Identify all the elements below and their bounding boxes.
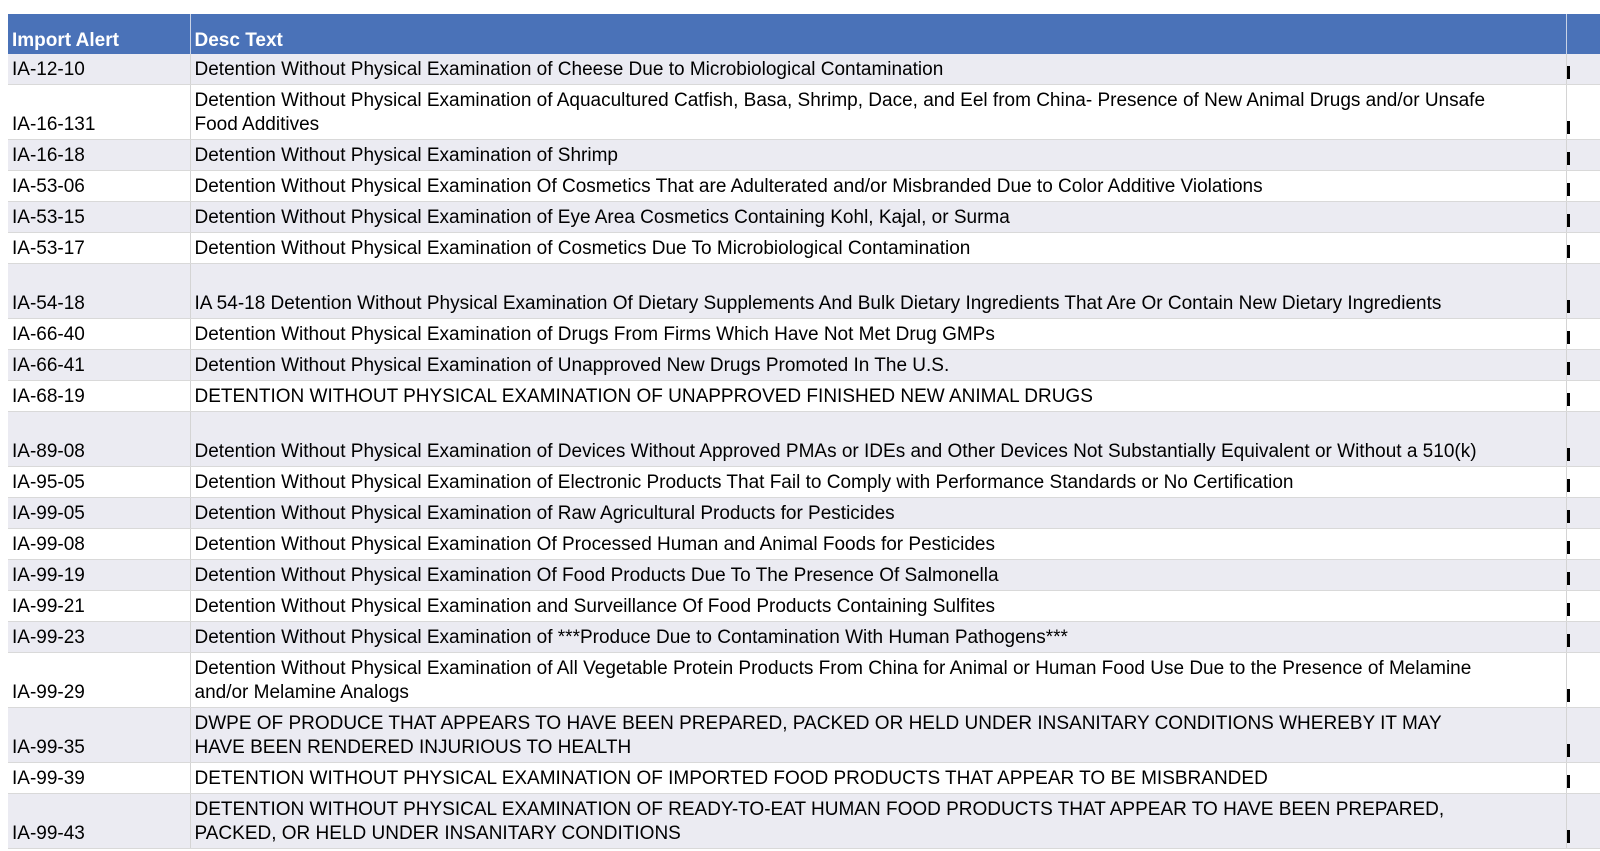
import-alert-cell[interactable]: IA-99-29 — [8, 653, 190, 708]
table-row — [8, 708, 1600, 763]
desc-text-cell[interactable]: Detention Without Physical Examination of Electronic Products That Fail to Comply with Performance Standards or No Certification — [190, 467, 1566, 498]
table-row — [8, 560, 1600, 591]
next-column-cell[interactable] — [1566, 381, 1600, 412]
truncated-cell-content — [1567, 214, 1570, 227]
table-row — [8, 467, 1600, 498]
import-alert-cell[interactable]: IA-16-18 — [8, 140, 190, 171]
table-row — [8, 763, 1600, 794]
truncated-cell-content — [1567, 634, 1570, 647]
table-row — [8, 140, 1600, 171]
table-body — [8, 54, 1600, 849]
import-alert-cell[interactable]: IA-16-131 — [8, 85, 190, 140]
truncated-cell-content — [1567, 331, 1570, 344]
table-row — [8, 622, 1600, 653]
truncated-cell-content — [1567, 603, 1570, 616]
truncated-cell-content — [1567, 300, 1570, 313]
truncated-cell-content — [1567, 479, 1570, 492]
truncated-cell-content — [1567, 510, 1570, 523]
truncated-cell-content — [1567, 362, 1570, 375]
table-row — [8, 529, 1600, 560]
truncated-cell-content — [1567, 66, 1570, 79]
desc-text-cell[interactable]: Detention Without Physical Examination of Cheese Due to Microbiological Contamination — [190, 54, 1566, 85]
header-row — [8, 14, 1600, 54]
import-alert-cell[interactable]: IA-99-35 — [8, 708, 190, 763]
truncated-cell-content — [1567, 393, 1570, 406]
next-column-cell[interactable] — [1566, 140, 1600, 171]
table-row — [8, 54, 1600, 85]
desc-text-cell[interactable]: Detention Without Physical Examination of Eye Area Cosmetics Containing Kohl, Kajal, or Surma — [190, 202, 1566, 233]
truncated-cell-content — [1567, 572, 1570, 585]
table-row — [8, 350, 1600, 381]
table-row — [8, 653, 1600, 708]
desc-text-cell[interactable]: Detention Without Physical Examination of Devices Without Approved PMAs or IDEs and Other Devices Not Substantially Equivalent or Without a 510(k) — [190, 412, 1566, 467]
table-row — [8, 264, 1600, 319]
import-alert-cell[interactable]: IA-53-15 — [8, 202, 190, 233]
import-alert-cell[interactable]: IA-89-08 — [8, 412, 190, 467]
desc-text-cell[interactable]: Detention Without Physical Examination of Raw Agricultural Products for Pesticides — [190, 498, 1566, 529]
table-row — [8, 591, 1600, 622]
next-column-cell[interactable] — [1566, 202, 1600, 233]
desc-text-cell[interactable]: Detention Without Physical Examination of Drugs From Firms Which Have Not Met Drug GMPs — [190, 319, 1566, 350]
import-alert-cell[interactable]: IA-53-06 — [8, 171, 190, 202]
desc-text-cell[interactable]: Detention Without Physical Examination Of Food Products Due To The Presence Of Salmonella — [190, 560, 1566, 591]
truncated-cell-content — [1567, 541, 1570, 554]
next-column-cell[interactable] — [1566, 171, 1600, 202]
next-column-cell[interactable] — [1566, 529, 1600, 560]
next-column-cell[interactable] — [1566, 233, 1600, 264]
next-column-cell[interactable] — [1566, 560, 1600, 591]
import-alert-cell[interactable]: IA-68-19 — [8, 381, 190, 412]
import-alert-cell[interactable]: IA-53-17 — [8, 233, 190, 264]
truncated-cell-content — [1567, 245, 1570, 258]
table-row — [8, 498, 1600, 529]
header-import-alert[interactable]: Import Alert — [8, 14, 190, 54]
next-column-cell[interactable] — [1566, 622, 1600, 653]
import-alert-table — [8, 14, 1600, 849]
table-row — [8, 85, 1600, 140]
header-desc-text[interactable]: Desc Text — [190, 14, 1566, 54]
import-alert-cell[interactable]: IA-99-23 — [8, 622, 190, 653]
desc-text-cell[interactable]: Detention Without Physical Examination of Shrimp — [190, 140, 1566, 171]
table-row — [8, 319, 1600, 350]
next-column-cell[interactable] — [1566, 763, 1600, 794]
import-alert-cell[interactable]: IA-99-08 — [8, 529, 190, 560]
next-column-cell[interactable] — [1566, 85, 1600, 140]
truncated-cell-content — [1567, 775, 1570, 788]
desc-text-cell[interactable]: Detention Without Physical Examination of Unapproved New Drugs Promoted In The U.S. — [190, 350, 1566, 381]
desc-text-cell[interactable]: Detention Without Physical Examination of Cosmetics Due To Microbiological Contamination — [190, 233, 1566, 264]
desc-text-cell[interactable]: Detention Without Physical Examination of All Vegetable Protein Products From China for Animal or Human Food Use Due to the Presence of Melamine and/or Melamine Analogs — [190, 653, 1566, 708]
next-column-cell[interactable] — [1566, 412, 1600, 467]
import-alert-cell[interactable]: IA-99-21 — [8, 591, 190, 622]
truncated-cell-content — [1567, 744, 1570, 757]
next-column-cell[interactable] — [1566, 350, 1600, 381]
next-column-cell[interactable] — [1566, 708, 1600, 763]
table-row — [8, 794, 1600, 849]
table-row — [8, 381, 1600, 412]
import-alert-cell[interactable]: IA-95-05 — [8, 467, 190, 498]
table-row — [8, 412, 1600, 467]
next-column-cell[interactable] — [1566, 498, 1600, 529]
import-alert-cell[interactable]: IA-66-41 — [8, 350, 190, 381]
truncated-cell-content — [1567, 448, 1570, 461]
desc-text-cell[interactable]: DETENTION WITHOUT PHYSICAL EXAMINATION OF UNAPPROVED FINISHED NEW ANIMAL DRUGS — [190, 381, 1566, 412]
sheet-top-gap — [0, 0, 1600, 14]
desc-text-cell[interactable]: Detention Without Physical Examination of Aquacultured Catfish, Basa, Shrimp, Dace, and Eel from China- Presence of New Animal Drugs and/or Unsafe Food Additives — [190, 85, 1566, 140]
import-alert-cell[interactable]: IA-99-43 — [8, 794, 190, 849]
desc-text-cell[interactable]: IA 54-18 Detention Without Physical Examination Of Dietary Supplements And Bulk Dietary Ingredients That Are Or Contain New Dietary Ingredients — [190, 264, 1566, 319]
next-column-cell[interactable] — [1566, 467, 1600, 498]
truncated-cell-content — [1567, 689, 1570, 702]
next-column-cell[interactable] — [1566, 591, 1600, 622]
import-alert-cell[interactable]: IA-12-10 — [8, 54, 190, 85]
next-column-cell[interactable] — [1566, 794, 1600, 849]
import-alert-cell[interactable]: IA-99-39 — [8, 763, 190, 794]
import-alert-cell[interactable]: IA-99-19 — [8, 560, 190, 591]
table-row — [8, 171, 1600, 202]
desc-text-cell[interactable]: Detention Without Physical Examination Of Processed Human and Animal Foods for Pesticides — [190, 529, 1566, 560]
truncated-cell-content — [1567, 121, 1570, 134]
desc-text-cell[interactable]: DETENTION WITHOUT PHYSICAL EXAMINATION OF IMPORTED FOOD PRODUCTS THAT APPEAR TO BE MISBRANDED — [190, 763, 1566, 794]
truncated-cell-content — [1567, 152, 1570, 165]
next-column-cell[interactable] — [1566, 319, 1600, 350]
table-row — [8, 233, 1600, 264]
next-column-cell[interactable] — [1566, 264, 1600, 319]
header-next-column[interactable] — [1566, 14, 1600, 54]
desc-text-cell[interactable]: DETENTION WITHOUT PHYSICAL EXAMINATION OF READY-TO-EAT HUMAN FOOD PRODUCTS THAT APPEAR TO HAVE BEEN PREPARED, PACKED, OR HELD UNDER INSANITARY CONDITIONS — [190, 794, 1566, 849]
next-column-cell[interactable] — [1566, 653, 1600, 708]
import-alert-cell[interactable]: IA-66-40 — [8, 319, 190, 350]
desc-text-cell[interactable]: DWPE OF PRODUCE THAT APPEARS TO HAVE BEEN PREPARED, PACKED OR HELD UNDER INSANITARY CONDITIONS WHEREBY IT MAY HAVE BEEN RENDERED INJURIOUS TO HEALTH — [190, 708, 1566, 763]
desc-text-cell[interactable]: Detention Without Physical Examination and Surveillance Of Food Products Containing Sulfites — [190, 591, 1566, 622]
import-alert-cell[interactable]: IA-54-18 — [8, 264, 190, 319]
truncated-cell-content — [1567, 830, 1570, 843]
table-row — [8, 202, 1600, 233]
import-alert-cell[interactable]: IA-99-05 — [8, 498, 190, 529]
next-column-cell[interactable] — [1566, 54, 1600, 85]
desc-text-cell[interactable]: Detention Without Physical Examination Of Cosmetics That are Adulterated and/or Misbranded Due to Color Additive Violations — [190, 171, 1566, 202]
desc-text-cell[interactable]: Detention Without Physical Examination of ***Produce Due to Contamination With Human Pathogens*** — [190, 622, 1566, 653]
truncated-cell-content — [1567, 183, 1570, 196]
